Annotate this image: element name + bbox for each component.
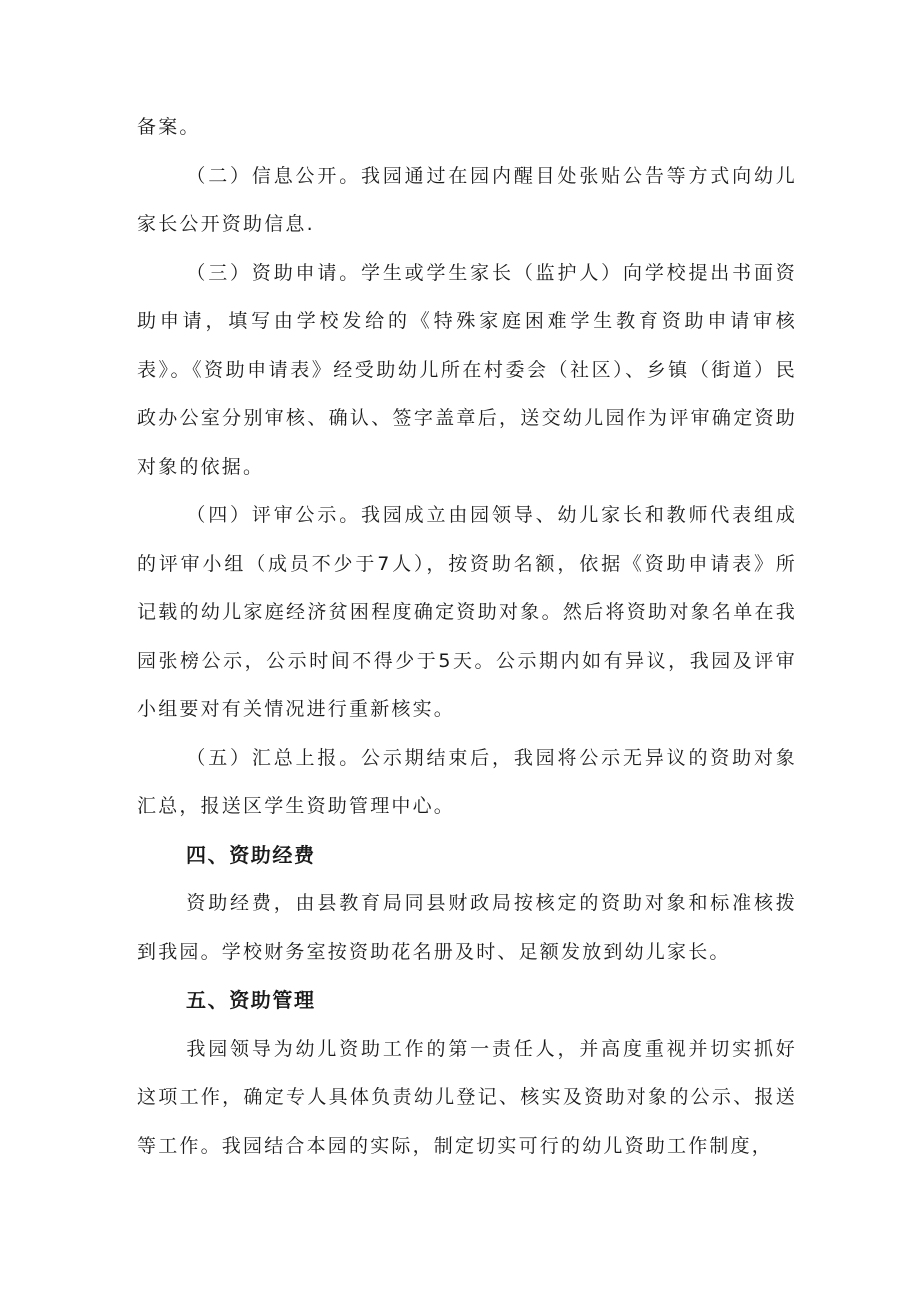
paragraph-filing: 备案。 <box>137 116 201 138</box>
heading-management: 五、资助管理 <box>186 988 316 1012</box>
document-body <box>137 103 797 1170</box>
paragraph-summary-report: （五）汇总上报。公示期结束后，我园将公示无异议的资助对象汇总，报送区学生资助管理中心。 <box>137 746 797 817</box>
heading-funding: 四、资助经费 <box>186 842 316 867</box>
paragraph-funding: 资助经费，由县教育局同县财政局按核定的资助对象和标准核拨到我园。学校财务室按资助花名册及时、足额发放到幼儿家长。 <box>137 892 797 963</box>
paragraph-info-disclosure: （二）信息公开。我园通过在园内醒目处张贴公告等方式向幼儿家长公开资助信息. <box>137 164 797 235</box>
paragraph-management: 我园领导为幼儿资助工作的第一责任人，并高度重视并切实抓好这项工作，确定专人具体负责幼儿登记、核实及资助对象的公示、报送等工作。我园结合本园的实际，制定切实可行的幼儿资助工作制度， <box>137 1037 797 1157</box>
paragraph-review-publicity: （四）评审公示。我园成立由园领导、幼儿家长和教师代表组成的评审小组（成员不少于7人），按资助名额，依据《资助申请表》所记载的幼儿家庭经济贫困程度确定资助对象。然后将资助对象名单在我园张榜公示，公示时间不得少于5天。公示期内如有异议，我园及评审小组要对有关情况进行重新核实。 <box>137 504 797 720</box>
paragraph-application: （三）资助申请。学生或学生家长（监护人）向学校提出书面资助申请，填写由学校发给的《特殊家庭困难学生教育资助申请审核表》。《资助申请表》经受助幼儿所在村委会（社区）、乡镇（街道）民政办公室分别审核、确认、签字盖章后，送交幼儿园作为评审确定资助对象的依据。 <box>137 261 797 478</box>
